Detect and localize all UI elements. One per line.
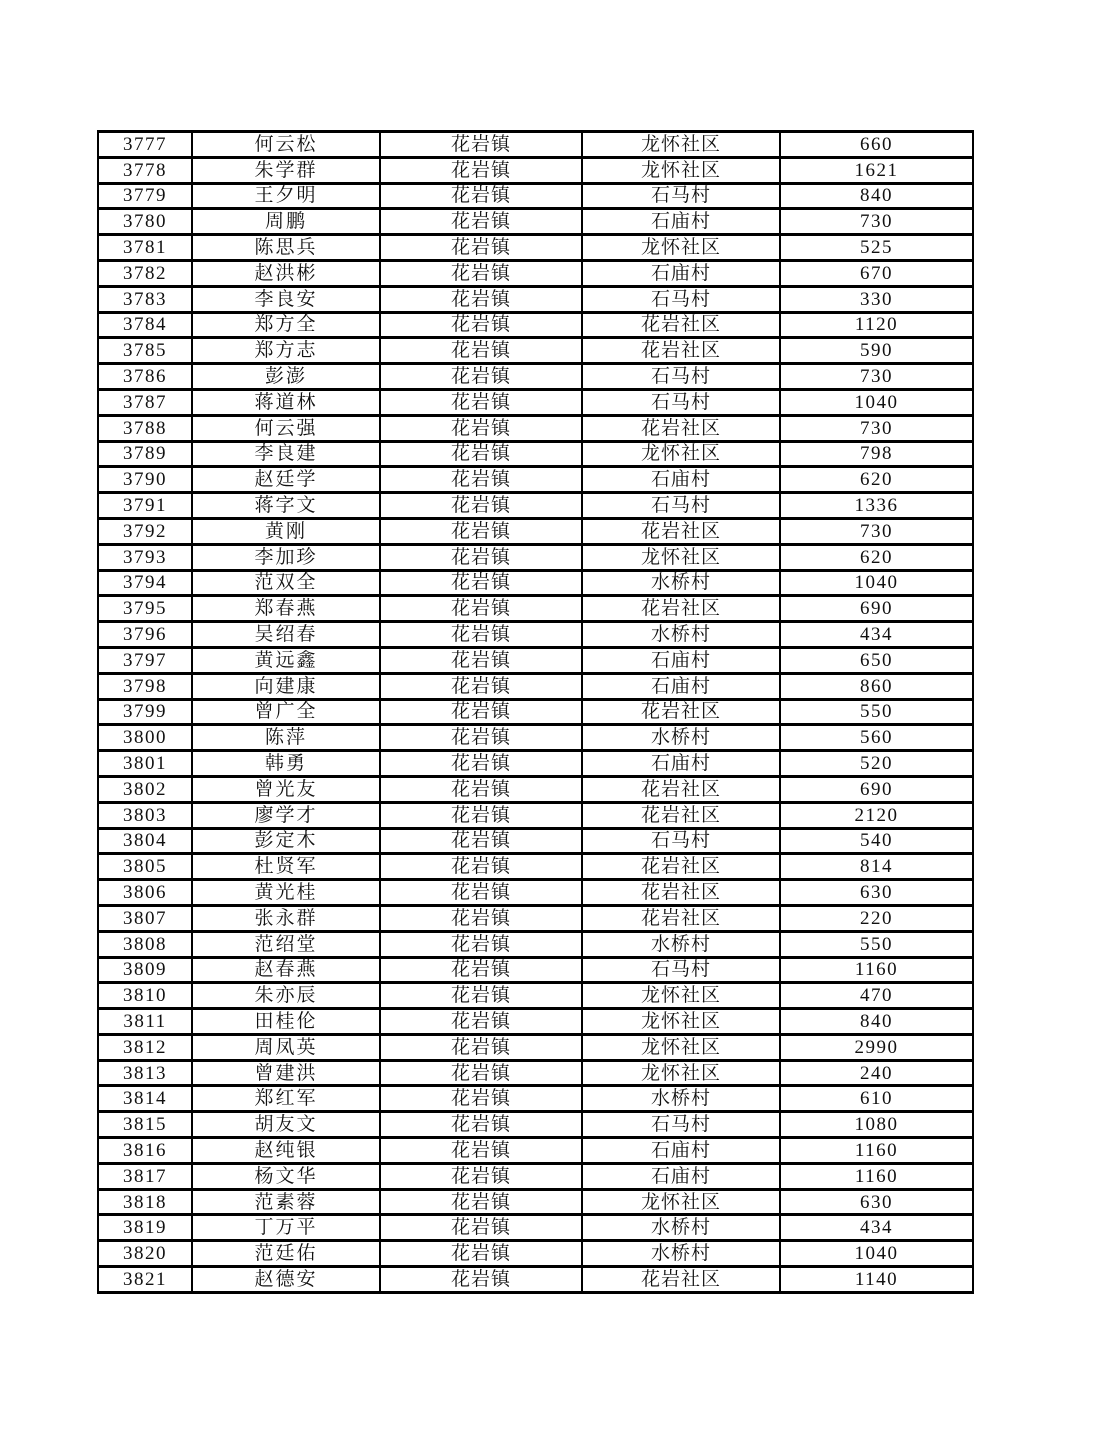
id-cell: 3786 [98, 364, 192, 390]
amount-cell: 2120 [780, 802, 973, 828]
amount-cell: 650 [780, 647, 973, 673]
id-cell: 3820 [98, 1241, 192, 1267]
amount-cell: 730 [780, 518, 973, 544]
name-cell: 郑方志 [192, 338, 380, 364]
town-cell: 花岩镇 [380, 544, 582, 570]
table-row [98, 1138, 973, 1164]
village-cell: 石马村 [582, 389, 780, 415]
amount-cell: 434 [780, 1215, 973, 1241]
id-cell: 3809 [98, 957, 192, 983]
town-cell: 花岩镇 [380, 802, 582, 828]
table-row [98, 905, 973, 931]
id-cell: 3796 [98, 622, 192, 648]
id-cell: 3800 [98, 725, 192, 751]
town-cell: 花岩镇 [380, 622, 582, 648]
table-row [98, 622, 973, 648]
village-cell: 龙怀社区 [582, 1034, 780, 1060]
table-row [98, 596, 973, 622]
id-cell: 3790 [98, 467, 192, 493]
village-cell: 水桥村 [582, 931, 780, 957]
id-cell: 3777 [98, 132, 192, 158]
town-cell: 花岩镇 [380, 699, 582, 725]
amount-cell: 1040 [780, 1241, 973, 1267]
amount-cell: 840 [780, 1009, 973, 1035]
amount-cell: 814 [780, 854, 973, 880]
amount-cell: 660 [780, 132, 973, 158]
table-row [98, 183, 973, 209]
name-cell: 曾光友 [192, 776, 380, 802]
amount-cell: 798 [780, 441, 973, 467]
name-cell: 朱亦辰 [192, 983, 380, 1009]
village-cell: 花岩社区 [582, 312, 780, 338]
village-cell: 花岩社区 [582, 802, 780, 828]
table-row [98, 983, 973, 1009]
table-row [98, 467, 973, 493]
table-row [98, 518, 973, 544]
name-cell: 朱学群 [192, 157, 380, 183]
table-row [98, 570, 973, 596]
table-row [98, 1086, 973, 1112]
town-cell: 花岩镇 [380, 286, 582, 312]
amount-cell: 730 [780, 415, 973, 441]
name-cell: 赵德安 [192, 1267, 380, 1293]
town-cell: 花岩镇 [380, 1241, 582, 1267]
village-cell: 花岩社区 [582, 596, 780, 622]
village-cell: 石庙村 [582, 1138, 780, 1164]
amount-cell: 525 [780, 235, 973, 261]
name-cell: 李加珍 [192, 544, 380, 570]
amount-cell: 590 [780, 338, 973, 364]
village-cell: 石马村 [582, 183, 780, 209]
amount-cell: 1080 [780, 1112, 973, 1138]
amount-cell: 620 [780, 544, 973, 570]
table-row [98, 544, 973, 570]
table-row [98, 1189, 973, 1215]
amount-cell: 610 [780, 1086, 973, 1112]
town-cell: 花岩镇 [380, 1215, 582, 1241]
village-cell: 石庙村 [582, 647, 780, 673]
town-cell: 花岩镇 [380, 467, 582, 493]
amount-cell: 560 [780, 725, 973, 751]
name-cell: 吴绍春 [192, 622, 380, 648]
id-cell: 3792 [98, 518, 192, 544]
amount-cell: 540 [780, 828, 973, 854]
town-cell: 花岩镇 [380, 1009, 582, 1035]
village-cell: 石庙村 [582, 751, 780, 777]
table-row [98, 132, 973, 158]
name-cell: 杨文华 [192, 1163, 380, 1189]
village-cell: 石庙村 [582, 673, 780, 699]
town-cell: 花岩镇 [380, 518, 582, 544]
name-cell: 何云松 [192, 132, 380, 158]
village-cell: 龙怀社区 [582, 1009, 780, 1035]
town-cell: 花岩镇 [380, 1034, 582, 1060]
village-cell: 石马村 [582, 286, 780, 312]
table-row [98, 854, 973, 880]
table-row [98, 1267, 973, 1293]
village-cell: 花岩社区 [582, 776, 780, 802]
name-cell: 胡友文 [192, 1112, 380, 1138]
town-cell: 花岩镇 [380, 260, 582, 286]
id-cell: 3818 [98, 1189, 192, 1215]
name-cell: 李良建 [192, 441, 380, 467]
amount-cell: 470 [780, 983, 973, 1009]
village-cell: 石庙村 [582, 467, 780, 493]
town-cell: 花岩镇 [380, 441, 582, 467]
name-cell: 郑方全 [192, 312, 380, 338]
amount-cell: 2990 [780, 1034, 973, 1060]
village-cell: 水桥村 [582, 622, 780, 648]
name-cell: 赵春燕 [192, 957, 380, 983]
payment-table [97, 130, 974, 1294]
id-cell: 3811 [98, 1009, 192, 1035]
id-cell: 3807 [98, 905, 192, 931]
table-row [98, 235, 973, 261]
id-cell: 3802 [98, 776, 192, 802]
name-cell: 周鹏 [192, 209, 380, 235]
table-row [98, 157, 973, 183]
id-cell: 3784 [98, 312, 192, 338]
table-row [98, 1060, 973, 1086]
table-row [98, 828, 973, 854]
table-row [98, 260, 973, 286]
name-cell: 赵洪彬 [192, 260, 380, 286]
village-cell: 石庙村 [582, 260, 780, 286]
village-cell: 龙怀社区 [582, 983, 780, 1009]
id-cell: 3805 [98, 854, 192, 880]
table-row [98, 725, 973, 751]
amount-cell: 1040 [780, 570, 973, 596]
amount-cell: 330 [780, 286, 973, 312]
id-cell: 3813 [98, 1060, 192, 1086]
name-cell: 田桂伦 [192, 1009, 380, 1035]
name-cell: 黄刚 [192, 518, 380, 544]
town-cell: 花岩镇 [380, 209, 582, 235]
amount-cell: 1040 [780, 389, 973, 415]
town-cell: 花岩镇 [380, 338, 582, 364]
id-cell: 3808 [98, 931, 192, 957]
amount-cell: 550 [780, 699, 973, 725]
name-cell: 范廷佑 [192, 1241, 380, 1267]
id-cell: 3794 [98, 570, 192, 596]
town-cell: 花岩镇 [380, 957, 582, 983]
town-cell: 花岩镇 [380, 364, 582, 390]
amount-cell: 860 [780, 673, 973, 699]
name-cell: 彭澎 [192, 364, 380, 390]
table-row [98, 338, 973, 364]
amount-cell: 690 [780, 776, 973, 802]
id-cell: 3815 [98, 1112, 192, 1138]
amount-cell: 1336 [780, 493, 973, 519]
town-cell: 花岩镇 [380, 235, 582, 261]
id-cell: 3783 [98, 286, 192, 312]
town-cell: 花岩镇 [380, 415, 582, 441]
name-cell: 周凤英 [192, 1034, 380, 1060]
id-cell: 3804 [98, 828, 192, 854]
id-cell: 3812 [98, 1034, 192, 1060]
name-cell: 向建康 [192, 673, 380, 699]
id-cell: 3821 [98, 1267, 192, 1293]
name-cell: 范双全 [192, 570, 380, 596]
name-cell: 王夕明 [192, 183, 380, 209]
amount-cell: 240 [780, 1060, 973, 1086]
town-cell: 花岩镇 [380, 157, 582, 183]
table-row [98, 286, 973, 312]
id-cell: 3779 [98, 183, 192, 209]
town-cell: 花岩镇 [380, 596, 582, 622]
name-cell: 彭定木 [192, 828, 380, 854]
town-cell: 花岩镇 [380, 828, 582, 854]
name-cell: 何云强 [192, 415, 380, 441]
name-cell: 李良安 [192, 286, 380, 312]
village-cell: 石庙村 [582, 209, 780, 235]
amount-cell: 670 [780, 260, 973, 286]
village-cell: 水桥村 [582, 570, 780, 596]
name-cell: 丁万平 [192, 1215, 380, 1241]
table-row [98, 1034, 973, 1060]
table-row [98, 1163, 973, 1189]
id-cell: 3810 [98, 983, 192, 1009]
town-cell: 花岩镇 [380, 931, 582, 957]
village-cell: 花岩社区 [582, 1267, 780, 1293]
payment-table-body [98, 132, 973, 1293]
table-row [98, 931, 973, 957]
id-cell: 3799 [98, 699, 192, 725]
town-cell: 花岩镇 [380, 1163, 582, 1189]
town-cell: 花岩镇 [380, 647, 582, 673]
name-cell: 蒋道林 [192, 389, 380, 415]
town-cell: 花岩镇 [380, 1138, 582, 1164]
amount-cell: 1160 [780, 1163, 973, 1189]
name-cell: 陈思兵 [192, 235, 380, 261]
id-cell: 3801 [98, 751, 192, 777]
table-row [98, 673, 973, 699]
name-cell: 曾广全 [192, 699, 380, 725]
name-cell: 张永群 [192, 905, 380, 931]
village-cell: 水桥村 [582, 1086, 780, 1112]
village-cell: 花岩社区 [582, 518, 780, 544]
table-row [98, 1215, 973, 1241]
amount-cell: 1621 [780, 157, 973, 183]
table-row [98, 415, 973, 441]
table-row [98, 1112, 973, 1138]
village-cell: 水桥村 [582, 1215, 780, 1241]
id-cell: 3816 [98, 1138, 192, 1164]
table-row [98, 1241, 973, 1267]
amount-cell: 1140 [780, 1267, 973, 1293]
name-cell: 郑红军 [192, 1086, 380, 1112]
village-cell: 花岩社区 [582, 338, 780, 364]
name-cell: 黄远鑫 [192, 647, 380, 673]
village-cell: 龙怀社区 [582, 1060, 780, 1086]
table-row [98, 957, 973, 983]
village-cell: 花岩社区 [582, 854, 780, 880]
amount-cell: 220 [780, 905, 973, 931]
name-cell: 黄光桂 [192, 880, 380, 906]
town-cell: 花岩镇 [380, 1112, 582, 1138]
table-row [98, 751, 973, 777]
town-cell: 花岩镇 [380, 493, 582, 519]
town-cell: 花岩镇 [380, 570, 582, 596]
id-cell: 3814 [98, 1086, 192, 1112]
id-cell: 3819 [98, 1215, 192, 1241]
amount-cell: 434 [780, 622, 973, 648]
town-cell: 花岩镇 [380, 389, 582, 415]
amount-cell: 730 [780, 364, 973, 390]
id-cell: 3781 [98, 235, 192, 261]
name-cell: 范素蓉 [192, 1189, 380, 1215]
id-cell: 3785 [98, 338, 192, 364]
village-cell: 石马村 [582, 828, 780, 854]
town-cell: 花岩镇 [380, 854, 582, 880]
table-row [98, 802, 973, 828]
id-cell: 3782 [98, 260, 192, 286]
name-cell: 赵纯银 [192, 1138, 380, 1164]
table-row [98, 699, 973, 725]
village-cell: 石马村 [582, 1112, 780, 1138]
table-row [98, 493, 973, 519]
id-cell: 3788 [98, 415, 192, 441]
table-row [98, 389, 973, 415]
town-cell: 花岩镇 [380, 1267, 582, 1293]
table-row [98, 880, 973, 906]
id-cell: 3806 [98, 880, 192, 906]
town-cell: 花岩镇 [380, 1189, 582, 1215]
village-cell: 龙怀社区 [582, 235, 780, 261]
village-cell: 水桥村 [582, 725, 780, 751]
village-cell: 花岩社区 [582, 415, 780, 441]
id-cell: 3791 [98, 493, 192, 519]
town-cell: 花岩镇 [380, 880, 582, 906]
amount-cell: 520 [780, 751, 973, 777]
village-cell: 龙怀社区 [582, 157, 780, 183]
id-cell: 3817 [98, 1163, 192, 1189]
town-cell: 花岩镇 [380, 983, 582, 1009]
village-cell: 花岩社区 [582, 699, 780, 725]
village-cell: 花岩社区 [582, 905, 780, 931]
table-row [98, 647, 973, 673]
village-cell: 石马村 [582, 364, 780, 390]
village-cell: 花岩社区 [582, 880, 780, 906]
amount-cell: 550 [780, 931, 973, 957]
name-cell: 曾建洪 [192, 1060, 380, 1086]
table-row [98, 1009, 973, 1035]
amount-cell: 630 [780, 880, 973, 906]
id-cell: 3797 [98, 647, 192, 673]
amount-cell: 1160 [780, 957, 973, 983]
table-row [98, 312, 973, 338]
village-cell: 龙怀社区 [582, 1189, 780, 1215]
village-cell: 龙怀社区 [582, 441, 780, 467]
town-cell: 花岩镇 [380, 725, 582, 751]
village-cell: 龙怀社区 [582, 544, 780, 570]
village-cell: 龙怀社区 [582, 132, 780, 158]
id-cell: 3778 [98, 157, 192, 183]
town-cell: 花岩镇 [380, 132, 582, 158]
town-cell: 花岩镇 [380, 905, 582, 931]
town-cell: 花岩镇 [380, 673, 582, 699]
village-cell: 石庙村 [582, 1163, 780, 1189]
town-cell: 花岩镇 [380, 1060, 582, 1086]
amount-cell: 690 [780, 596, 973, 622]
town-cell: 花岩镇 [380, 312, 582, 338]
name-cell: 廖学才 [192, 802, 380, 828]
table-row [98, 441, 973, 467]
id-cell: 3795 [98, 596, 192, 622]
town-cell: 花岩镇 [380, 751, 582, 777]
name-cell: 蒋字文 [192, 493, 380, 519]
id-cell: 3803 [98, 802, 192, 828]
town-cell: 花岩镇 [380, 183, 582, 209]
amount-cell: 730 [780, 209, 973, 235]
amount-cell: 840 [780, 183, 973, 209]
village-cell: 水桥村 [582, 1241, 780, 1267]
town-cell: 花岩镇 [380, 776, 582, 802]
amount-cell: 1120 [780, 312, 973, 338]
id-cell: 3793 [98, 544, 192, 570]
id-cell: 3789 [98, 441, 192, 467]
amount-cell: 1160 [780, 1138, 973, 1164]
id-cell: 3787 [98, 389, 192, 415]
name-cell: 范绍堂 [192, 931, 380, 957]
name-cell: 杜贤军 [192, 854, 380, 880]
village-cell: 石马村 [582, 957, 780, 983]
id-cell: 3798 [98, 673, 192, 699]
amount-cell: 620 [780, 467, 973, 493]
village-cell: 石马村 [582, 493, 780, 519]
table-row [98, 776, 973, 802]
town-cell: 花岩镇 [380, 1086, 582, 1112]
name-cell: 赵廷学 [192, 467, 380, 493]
id-cell: 3780 [98, 209, 192, 235]
table-row [98, 209, 973, 235]
table-row [98, 364, 973, 390]
amount-cell: 630 [780, 1189, 973, 1215]
name-cell: 陈萍 [192, 725, 380, 751]
name-cell: 郑春燕 [192, 596, 380, 622]
name-cell: 韩勇 [192, 751, 380, 777]
